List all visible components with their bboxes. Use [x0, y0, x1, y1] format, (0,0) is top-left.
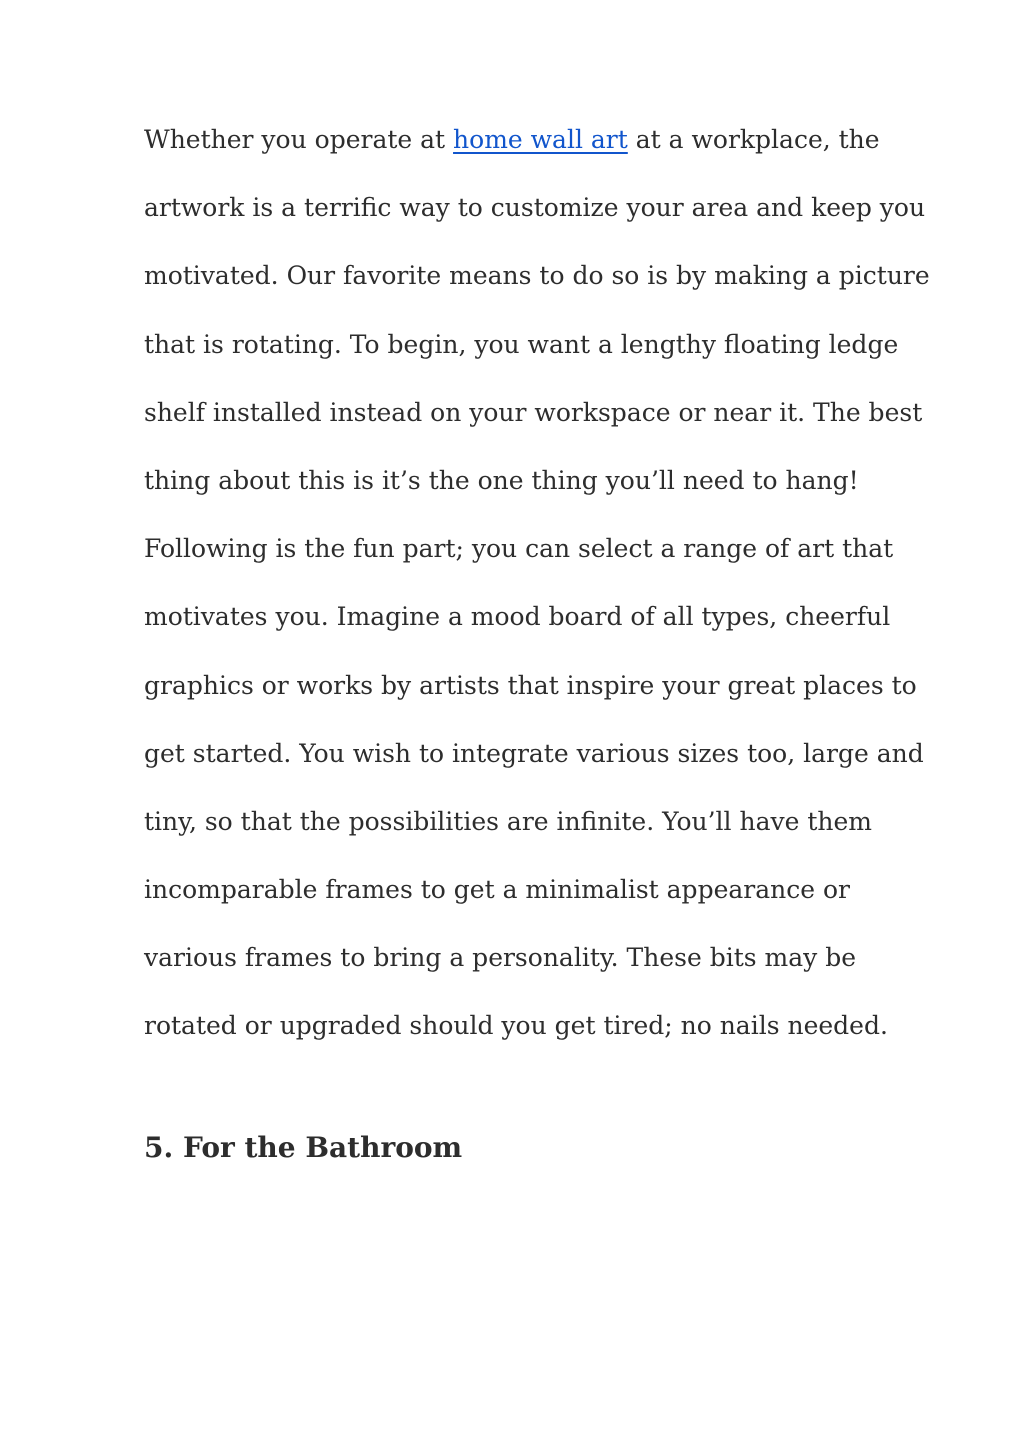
- line-text-after-link: at a workplace, the: [627, 125, 880, 154]
- paragraph-line: that is rotating. To begin, you want a lengthy floating ledge: [144, 329, 899, 359]
- home-wall-art-link[interactable]: home wall art: [453, 125, 628, 154]
- paragraph-line: [144, 118, 904, 186]
- paragraph-line: artwork is a terrific way to customize your area and keep you: [144, 193, 926, 223]
- paragraph-line: graphics or works by artists that inspire your great places to: [144, 670, 917, 700]
- paragraph-line: motivates you. Imagine a mood board of all types, cheerful: [144, 602, 891, 632]
- paragraph-line: Following is the fun part; you can select a range of art that: [144, 534, 894, 564]
- paragraph-line: tiny, so that the possibilities are infinite. You’ll have them: [144, 806, 873, 836]
- paragraph-line: shelf installed instead on your workspace or near it. The best: [144, 397, 923, 427]
- paragraph-line: get started. You wish to integrate various sizes too, large and: [144, 738, 924, 768]
- body-paragraph: [144, 118, 930, 1073]
- section-heading: 5. For the Bathroom: [144, 1131, 463, 1164]
- paragraph-line: motivated. Our favorite means to do so is by making a picture: [144, 261, 930, 291]
- paragraph-line: incomparable frames to get a minimalist appearance or: [144, 875, 850, 905]
- paragraph-line: various frames to bring a personality. These bits may be: [144, 943, 856, 973]
- paragraph-line: thing about this is it’s the one thing you’ll need to hang!: [144, 465, 859, 495]
- line-text-before-link: Whether you operate at: [144, 125, 454, 154]
- paragraph-line: rotated or upgraded should you get tired; no nails needed.: [144, 1011, 888, 1041]
